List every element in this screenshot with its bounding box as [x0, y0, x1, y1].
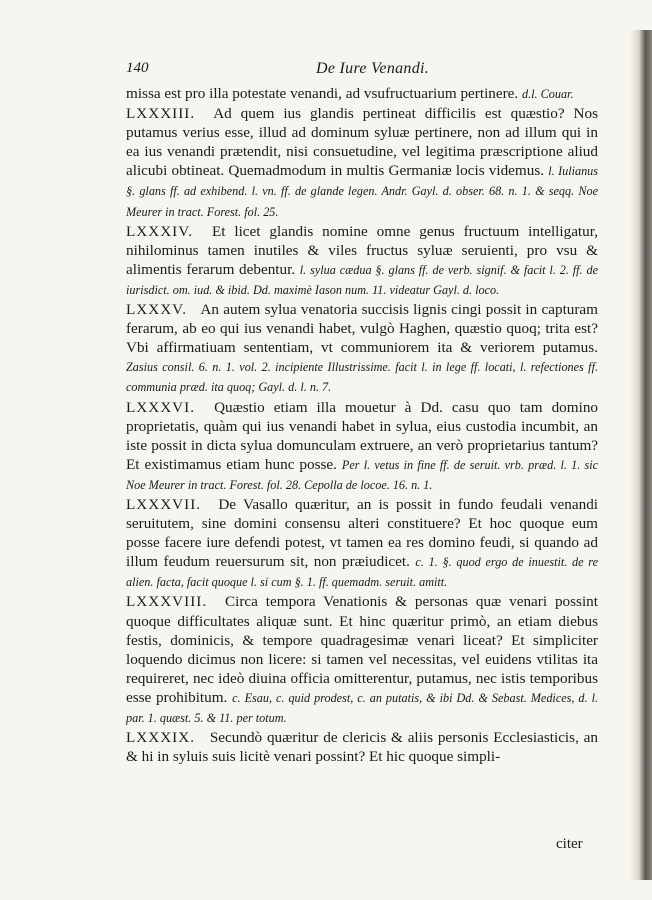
paragraph-85	[126, 300, 598, 397]
paragraph-84	[126, 222, 598, 300]
paragraph-number: LXXXV.	[126, 301, 187, 319]
paragraph-number: LXXXIV.	[126, 222, 194, 240]
citation: l. Iulianus §. glans ff. ad exhibend. l. vn. ff. de glande legen. Andr. Gayl. d. obser. 68. n. 1. & seqq. Noe Meurer in tract. Forest. fol. 25.	[126, 164, 599, 219]
paragraph-number: LXXXIII.	[126, 105, 196, 123]
paragraph-text: An autem sylua venatoria succisis lignis cingi possit in capturam ferarum, ab eo qui ius venandi habet, vulgò Haghen, quæstio quoq; trita est? Vbi affirmatiuam sententiam, vt communiorem ita & veriorem putamus.	[126, 301, 598, 357]
paragraph-text: Quæstio etiam illa mouetur à Dd. casu quo tam domino proprietatis, quàm qui ius venandi habet in sylua, eius custodia incumbit, an iste possit in dicta sylua domunculam extruere, an verò proprietarius tantum? Et existimamus etiam hunc posse.	[126, 398, 599, 473]
running-head: De Iure Venandi.	[316, 60, 430, 77]
text-block	[126, 84, 598, 766]
citation: Zasius consil. 6. n. 1. vol. 2. incipiente Illustrissime. facit l. in lege ff. locati, l. refectiones ff. communia præd. ita quoq; Gayl. d. l. n. 7.	[126, 360, 598, 395]
paragraph-text: De Vasallo quæritur, an is possit in fundo feudali venandi seruitutem, sine domini consensu alteri constituere? Et hoc quoque eum posse facere iure defendi potest, vt tamen ea res domino feudi, si quando ad illum feudum reuersurum sit, non præiudicet.	[126, 495, 599, 571]
paragraph-text: Secundò quæritur de clericis & aliis personis Ecclesiasticis, an & hi in syluis suis licitè venari possint? Et hic quoque simpli-	[126, 729, 599, 766]
citation: c. 1. §. quod ergo de inuestit. de re alien. facta, facit quoque l. si cum §. 1. ff. quemadm. seruit. amitt.	[126, 555, 599, 590]
paragraph-continuation	[126, 84, 598, 104]
paragraph-88	[126, 592, 598, 728]
paragraph-number: LXXXVIII.	[126, 593, 208, 611]
paragraph-number: LXXXIX.	[126, 729, 196, 747]
paragraph-text: Circa tempora Venationis & personas quæ venari possint quoque difficultates aliquæ sunt. Et hinc quæritur primò, an etiam diebus festis, dominicis, & tempore quadragesimæ venari liceat? Et simpliciter loquendo dicimus non licere: si tamen vel necessitas, vel euidens vtilitas ita requireret, nec ideò diuina officia omitterentur, putamus, nec istis temporibus esse prohibitum.	[126, 593, 598, 706]
paragraph-83	[126, 104, 598, 222]
citation: d.l. Couar.	[522, 87, 574, 101]
page-header	[126, 60, 596, 84]
paragraph-text: Et licet glandis nomine omne genus fructuum intelligatur, nihilominus tamen inutiles & viles fructus syluæ seruienti, pro vsu & alimentis ferarum debentur.	[126, 222, 598, 278]
paragraph-number: LXXXVII.	[126, 495, 202, 513]
page-gutter-edge	[630, 30, 652, 880]
paragraph-text: Ad quem ius glandis pertineat difficilis est quæstio? Nos putamus verius esse, illud ad dominum syluæ pertinere, non ad illum qui in ea ius venandi prætendit, nisi consuetudine, vel legitima præscriptione aliud alicubi obtineat. Quemadmodum in multis Germaniæ locis videmus.	[126, 105, 598, 180]
page-number: 140	[126, 60, 149, 76]
paragraph-89	[126, 728, 598, 766]
paragraph-86	[126, 398, 598, 495]
catchword: citer	[556, 836, 583, 852]
paragraph-text: missa est pro illa potestate venandi, ad vsufructuarium pertinere.	[126, 85, 519, 102]
citation: Per l. vetus in fine ff. de seruit. vrb. præd. l. 1. sic Noe Meurer in tract. Forest. fol. 28. Cepolla de locoe. 16. n. 1.	[126, 457, 599, 492]
citation: l. sylua cædua §. glans ff. de verb. signif. & facit l. 2. ff. de iurisdict. om. iud. & ibid. Dd. maximè Iason num. 11. videatur Gayl. d. loco.	[126, 262, 599, 297]
paragraph-87	[126, 495, 598, 592]
paragraph-number: LXXXVI.	[126, 398, 196, 416]
citation: c. Esau, c. quid prodest, c. an putatis, & ibi Dd. & Sebast. Medices, d. l. par. 1. quæst. 5. & 11. per totum.	[126, 690, 598, 725]
